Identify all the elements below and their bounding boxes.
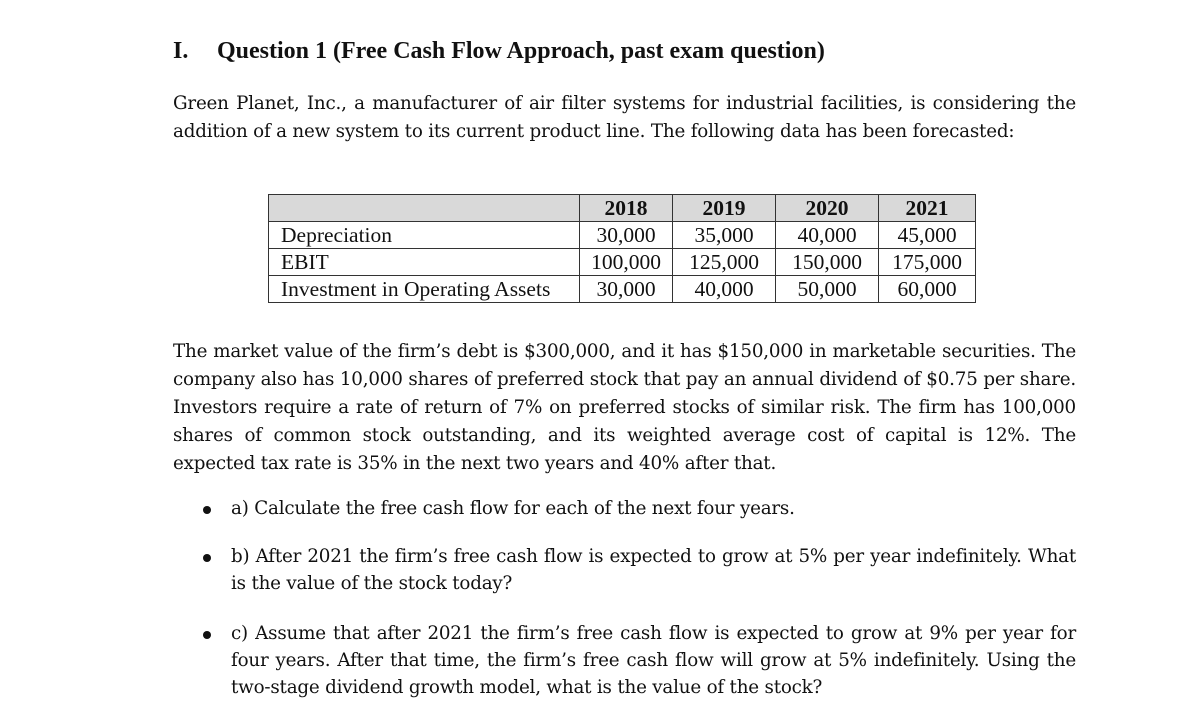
table-corner-cell <box>269 195 580 222</box>
table-cell: 40,000 <box>776 222 879 249</box>
table-cell: 100,000 <box>580 249 673 276</box>
forecast-table <box>268 194 976 303</box>
column-header: 2019 <box>673 195 776 222</box>
body-paragraph: The market value of the firm’s debt is $300,000, and it has $150,000 in marketable securities. The company also has 10,000 shares of preferred stock that pay an annual dividend of $0.75 per share. Investors require a rate of return of 7% on preferred stocks of similar risk. The firm has 100,000 shares of common stock outstanding, and its weighted average cost of capital is 12%. The expected tax rate is 35% in the next two years and 40% after that. <box>173 341 1076 474</box>
table-row <box>269 222 976 249</box>
table-cell: 125,000 <box>673 249 776 276</box>
table-row <box>269 276 976 303</box>
bullet-icon <box>203 631 211 639</box>
row-label: Depreciation <box>269 222 580 249</box>
table-cell: 150,000 <box>776 249 879 276</box>
section-title: Question 1 (Free Cash Flow Approach, past exam question) <box>217 38 825 64</box>
section-number: I. <box>173 38 189 64</box>
table-cell: 60,000 <box>879 276 976 303</box>
table-row <box>269 249 976 276</box>
question-text: c) Assume that after 2021 the firm’s free cash flow is expected to grow at 9% per year for four years. After that time, the firm’s free cash flow will grow at 5% indefinitely. Using the two-stage dividend growth model, what is the value of the stock? <box>231 623 1076 698</box>
column-header: 2021 <box>879 195 976 222</box>
section-heading <box>173 38 825 65</box>
table-header-row <box>269 195 976 222</box>
question-text: b) After 2021 the firm’s free cash flow is expected to grow at 5% per year indefinitely. What is the value of the stock today? <box>231 546 1076 594</box>
bullet-icon <box>203 506 211 514</box>
table-cell: 175,000 <box>879 249 976 276</box>
table-cell: 35,000 <box>673 222 776 249</box>
row-label: Investment in Operating Assets <box>269 276 580 303</box>
bullet-icon <box>203 554 211 562</box>
list-item <box>196 620 1076 701</box>
table-cell: 30,000 <box>580 222 673 249</box>
list-item <box>196 495 1076 522</box>
question-text: a) Calculate the free cash flow for each of the next four years. <box>231 498 795 519</box>
column-header: 2020 <box>776 195 879 222</box>
table-cell: 50,000 <box>776 276 879 303</box>
table-cell: 45,000 <box>879 222 976 249</box>
question-list <box>196 495 1076 701</box>
list-item <box>196 543 1076 597</box>
intro-paragraph: Green Planet, Inc., a manufacturer of air filter systems for industrial facilities, is considering the addition of a new system to its current product line. The following data has been forecasted: <box>173 93 1076 142</box>
table-cell: 30,000 <box>580 276 673 303</box>
table-cell: 40,000 <box>673 276 776 303</box>
row-label: EBIT <box>269 249 580 276</box>
column-header: 2018 <box>580 195 673 222</box>
